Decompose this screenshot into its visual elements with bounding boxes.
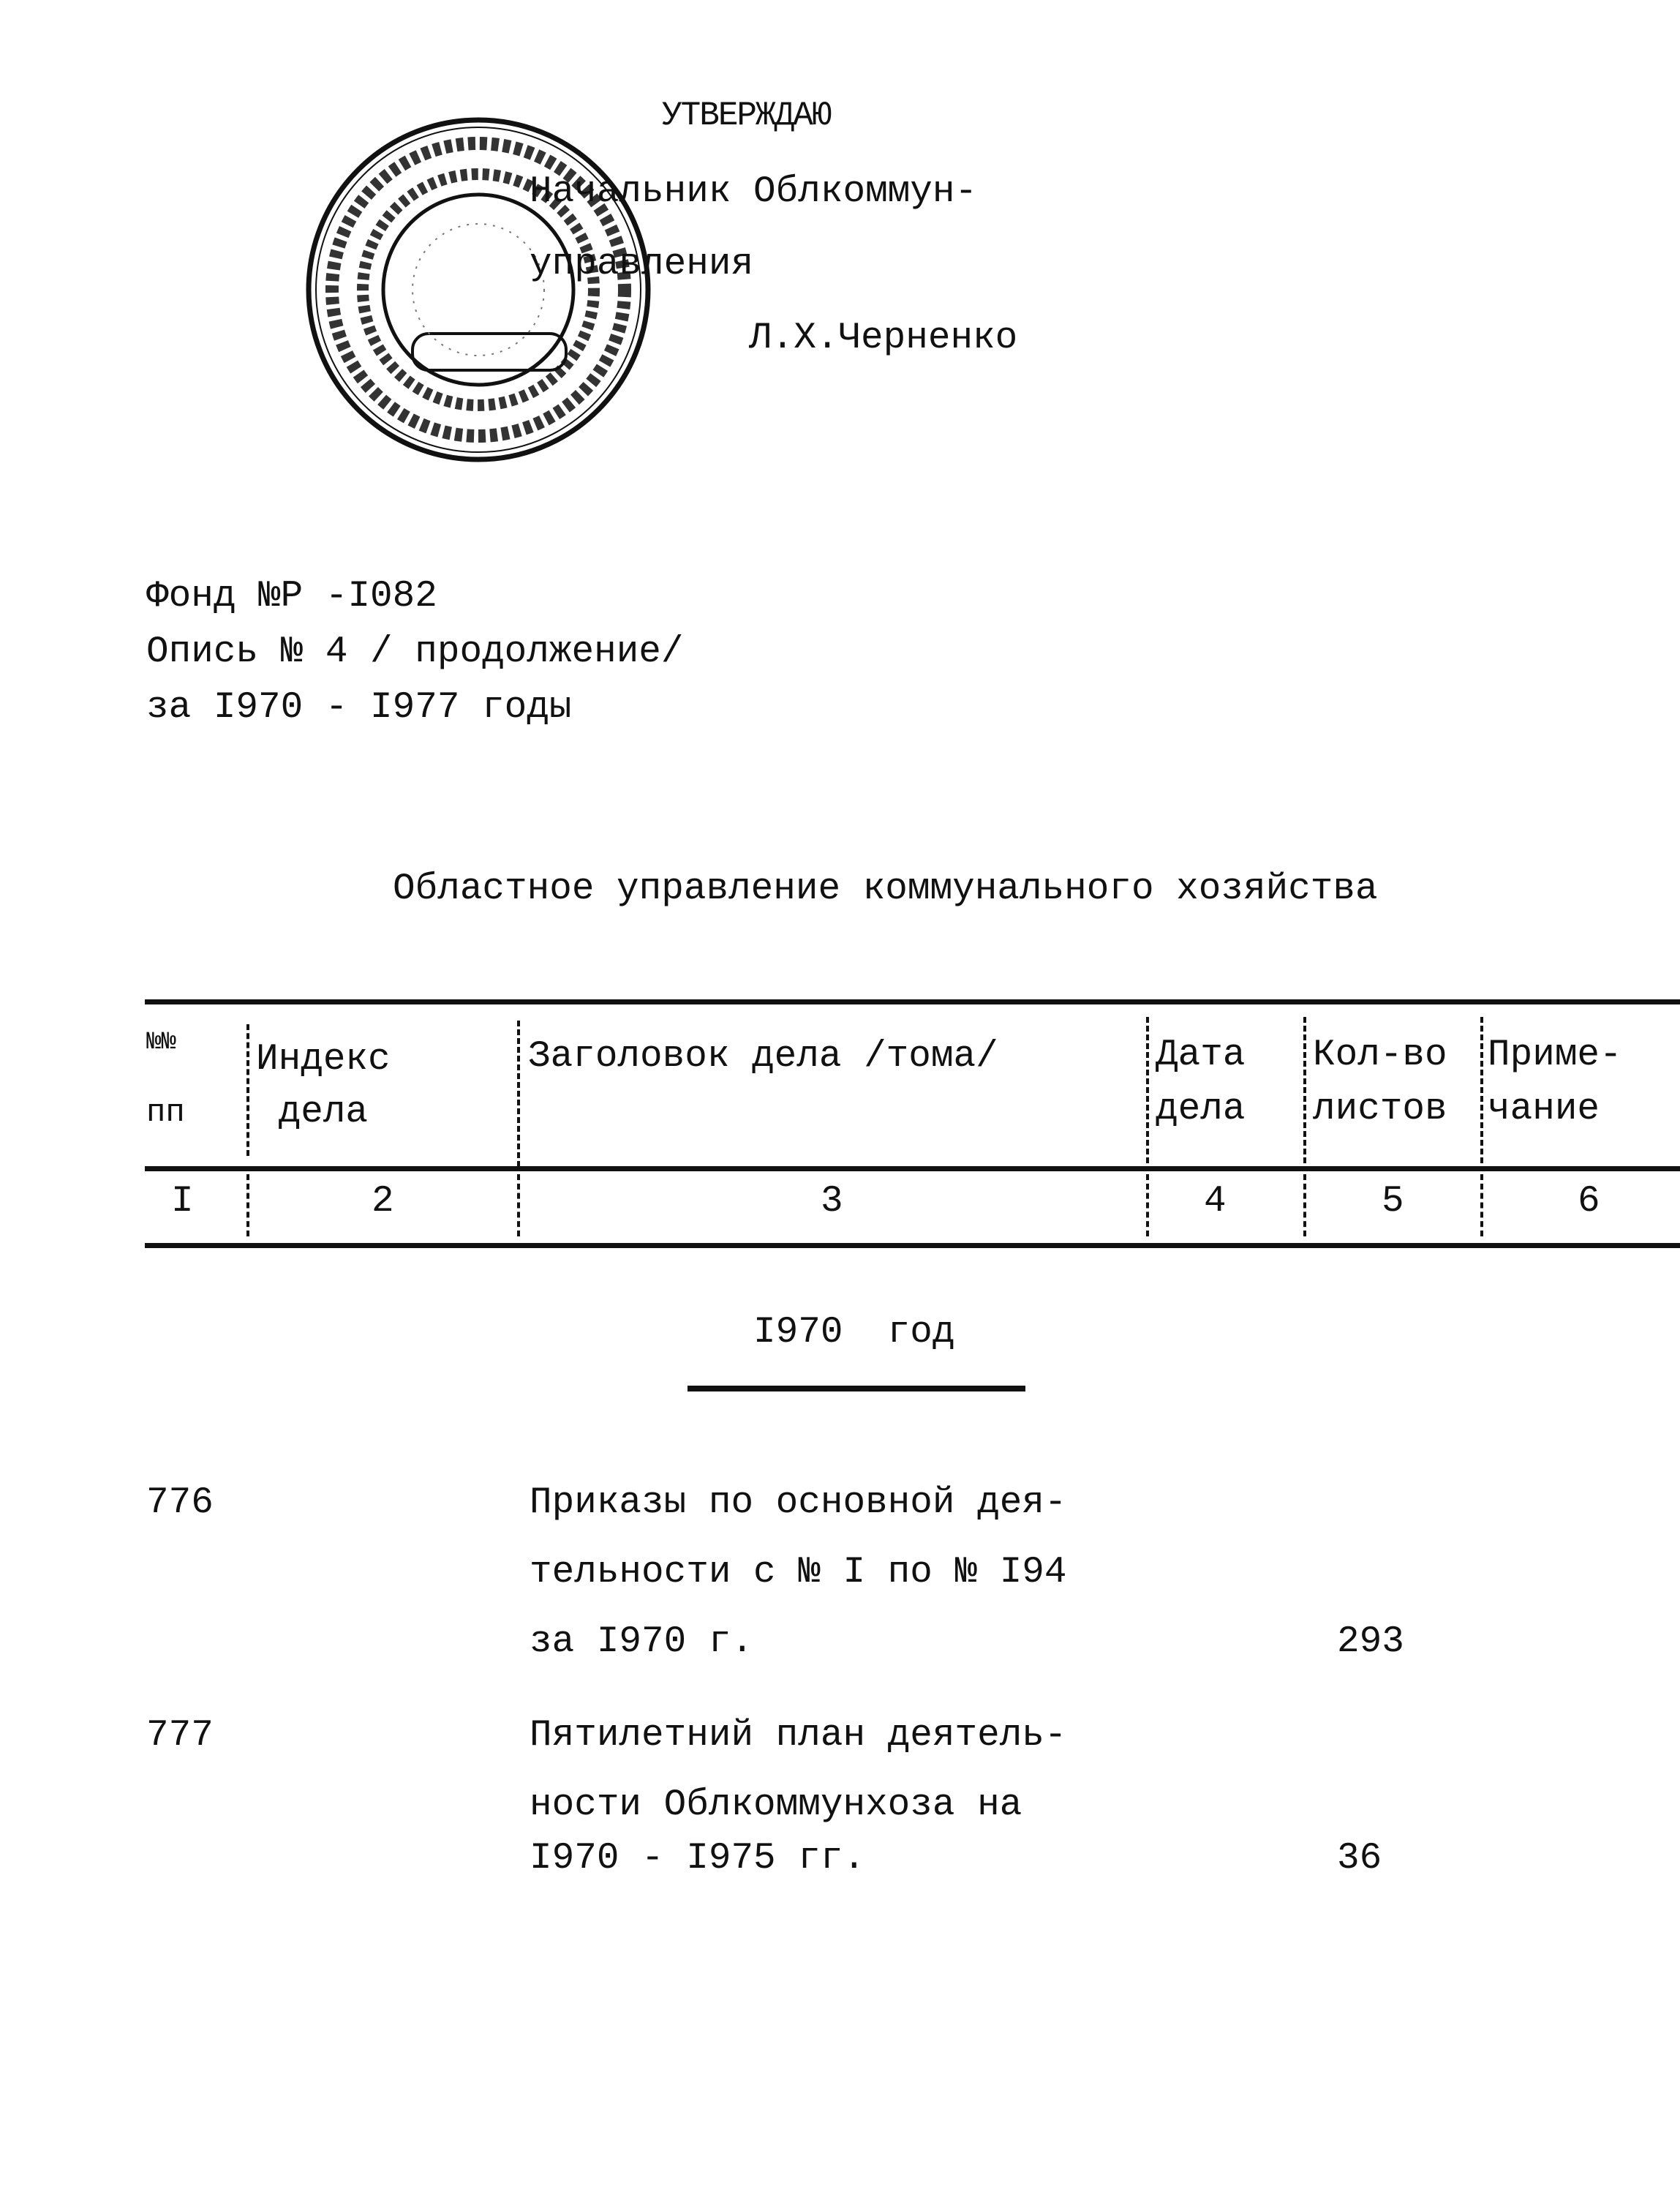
entry-sheets: 293 (1337, 1621, 1404, 1663)
fund-number: Фонд №Р -I082 (146, 576, 437, 617)
entry-title-line: Приказы по основной дея- (530, 1482, 1067, 1524)
column-divider (517, 1021, 520, 1167)
entry-sheets: 36 (1337, 1838, 1382, 1879)
table-header-rule (145, 1166, 1680, 1171)
header-index: Индекс (256, 1039, 391, 1081)
entry-title-line: Пятилетний план деятель- (530, 1715, 1067, 1757)
inventory-years: за I970 - I977 годы (146, 687, 572, 729)
entry-title-line: за I970 г. (530, 1621, 754, 1663)
column-divider (1480, 1017, 1483, 1163)
header-date: Дата (1156, 1034, 1246, 1076)
column-divider (246, 1174, 249, 1236)
header-number-l2: пп (146, 1094, 185, 1131)
column-number: 4 (1204, 1181, 1227, 1222)
inventory-number: Опись № 4 / продолжение/ (146, 631, 684, 673)
header-sheets-l2: листов (1313, 1089, 1447, 1130)
entry-title-line: тельности с № I по № I94 (530, 1552, 1067, 1593)
entry-title-line: I970 - I975 гг. (530, 1838, 866, 1879)
entry-number: 777 (146, 1715, 214, 1757)
header-sheets: Кол-во (1313, 1034, 1447, 1076)
header-notes: Приме- (1488, 1034, 1622, 1076)
column-divider (246, 1024, 249, 1156)
column-divider (1146, 1017, 1149, 1163)
table-top-rule (145, 999, 1680, 1004)
year-underline (688, 1386, 1025, 1391)
header-index-l2: дела (256, 1092, 369, 1133)
header-title: Заголовок дела /тома/ (528, 1036, 998, 1078)
column-number: I (171, 1181, 194, 1222)
column-divider (1146, 1174, 1149, 1236)
column-divider (1303, 1174, 1306, 1236)
column-number: 5 (1382, 1181, 1404, 1222)
entry-number: 776 (146, 1482, 214, 1524)
approver-position-line1: Начальник Облкоммун- (530, 171, 978, 213)
header-notes-l2: чание (1488, 1089, 1600, 1130)
column-number: 3 (821, 1181, 843, 1222)
table-bottom-rule (145, 1243, 1680, 1248)
column-number: 6 (1578, 1181, 1600, 1222)
approver-name: Л.Х.Черненко (749, 318, 1018, 359)
column-number: 2 (372, 1181, 394, 1222)
approved-label: УТВЕРЖДАЮ (662, 97, 831, 135)
column-divider (1303, 1017, 1306, 1163)
round-stamp (303, 114, 654, 465)
header-number: №№ (146, 1029, 176, 1056)
entry-title-line: ности Облкоммунхоза на (530, 1784, 1022, 1826)
header-date-l2: дела (1156, 1089, 1246, 1130)
column-divider (517, 1174, 520, 1236)
year-heading: I970 год (753, 1312, 955, 1353)
approver-position-line2: управления (530, 244, 754, 285)
column-divider (1480, 1174, 1483, 1236)
organization-title: Областное управление коммунального хозяйства (393, 868, 1378, 910)
